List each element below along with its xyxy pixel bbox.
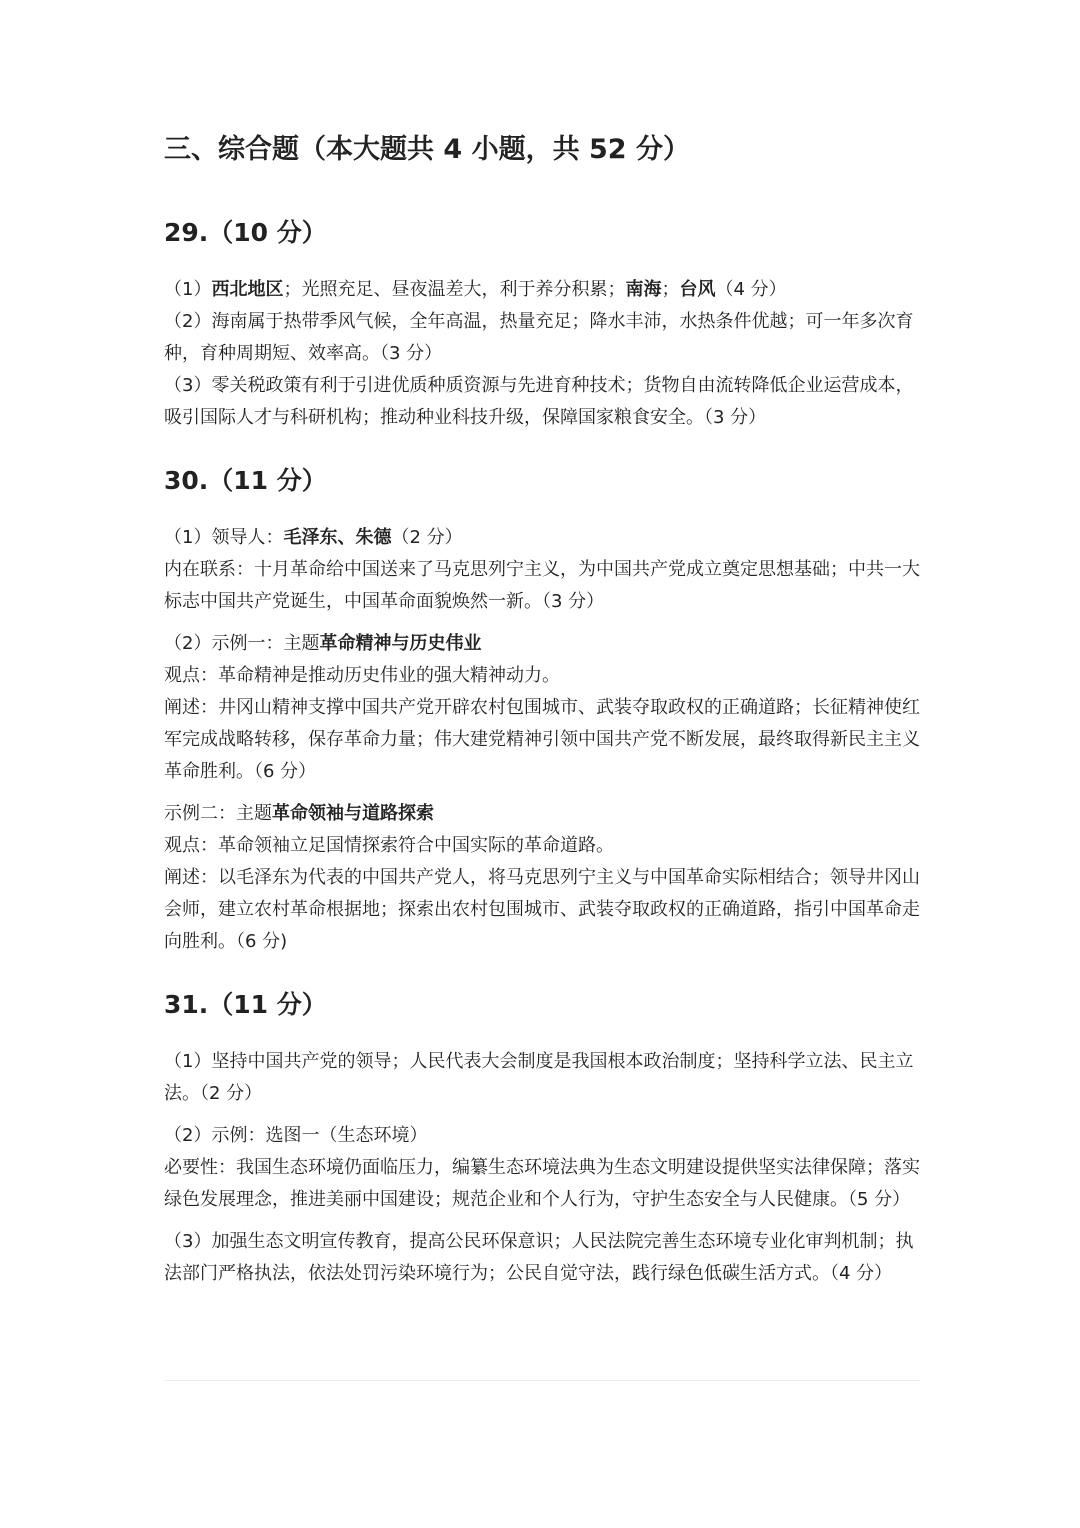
q29-part1-score: （4 分） [715,279,787,300]
q30-part1-score: （2 分） [391,527,463,548]
q29-part1-prefix: （1） [164,279,212,300]
q31-part2-choice: （2）示例：选图一（生态环境） [164,1125,428,1146]
question-31-heading: 31.（11 分） [164,990,327,1019]
q30-leaders: 毛泽东、朱德 [283,527,392,548]
q30-example1-view: 观点：革命精神是推动历史伟业的强大精神动力。 [164,665,560,686]
q29-part1 [164,274,924,306]
q31-part2-necessity: 必要性：我国生态环境仍面临压力，编纂生态环境法典为生态文明建设提供坚实法律保障；落实绿色发展理念，推进美丽中国建设；规范企业和个人行为，守护生态安全与人民健康。（5 分） [164,1157,920,1210]
q30-example2-title: 革命领袖与道路探索 [272,803,434,824]
question-29-heading: 29.（10 分） [164,218,327,247]
section-title: 三、综合题（本大题共 4 小题，共 52 分） [164,134,690,165]
q29-part1-text: ；光照充足、昼夜温差大，利于养分积累； [283,279,626,300]
answer-page [164,128,924,1290]
question-30-heading: 30.（11 分） [164,466,327,495]
q30-example1-prefix: （2）示例一：主题 [164,633,320,654]
q29-answer-sea: 南海 [625,279,662,300]
q30-example2-view: 观点：革命领袖立足国情探索符合中国实际的革命道路。 [164,835,614,856]
q30-connection: 内在联系：十月革命给中国送来了马克思列宁主义，为中国共产党成立奠定思想基础；中共一大标志中国共产党诞生，中国革命面貌焕然一新。（3 分） [164,559,920,612]
q30-part1 [164,522,924,554]
q31-part3: （3）加强生态文明宣传教育，提高公民环保意识；人民法院完善生态环境专业化审判机制；执法部门严格执法，依法处罚污染环境行为；公民自觉守法，践行绿色低碳生活方式。（4 分） [164,1231,914,1284]
q29-answer-region: 西北地区 [211,279,284,300]
q30-example1-desc: 阐述：井冈山精神支撑中国共产党开辟农村包围城市、武装夺取政权的正确道路；长征精神使红军完成战略转移，保存革命力量；伟大建党精神引领中国共产党不断发展，最终取得新民主主义革命胜利。（6 分） [164,697,920,782]
q31-part1: （1）坚持中国共产党的领导；人民代表大会制度是我国根本政治制度；坚持科学立法、民主立法。（2 分） [164,1051,914,1104]
q30-example2-prefix: 示例二：主题 [164,803,272,824]
q29-part3: （3）零关税政策有利于引进优质种质资源与先进育种技术；货物自由流转降低企业运营成本，吸引国际人才与科研机构；推动种业科技升级，保障国家粮食安全。（3 分） [164,375,914,428]
bottom-divider [164,1380,920,1381]
q30-part1-prefix: （1）领导人： [164,527,284,548]
q30-example2-theme [164,798,924,830]
q29-answer-typhoon: 台风 [679,279,716,300]
q29-separator: ； [661,279,680,300]
q30-example1-theme [164,628,924,660]
q29-part2: （2）海南属于热带季风气候，全年高温，热量充足；降水丰沛，水热条件优越；可一年多次育种，育种周期短、效率高。（3 分） [164,311,914,364]
q30-example1-title: 革命精神与历史伟业 [319,633,482,654]
q30-example2-desc: 阐述：以毛泽东为代表的中国共产党人，将马克思列宁主义与中国革命实际相结合；领导井冈山会师，建立农村革命根据地；探索出农村包围城市、武装夺取政权的正确道路，指引中国革命走向胜利。（6 分) [164,867,920,952]
